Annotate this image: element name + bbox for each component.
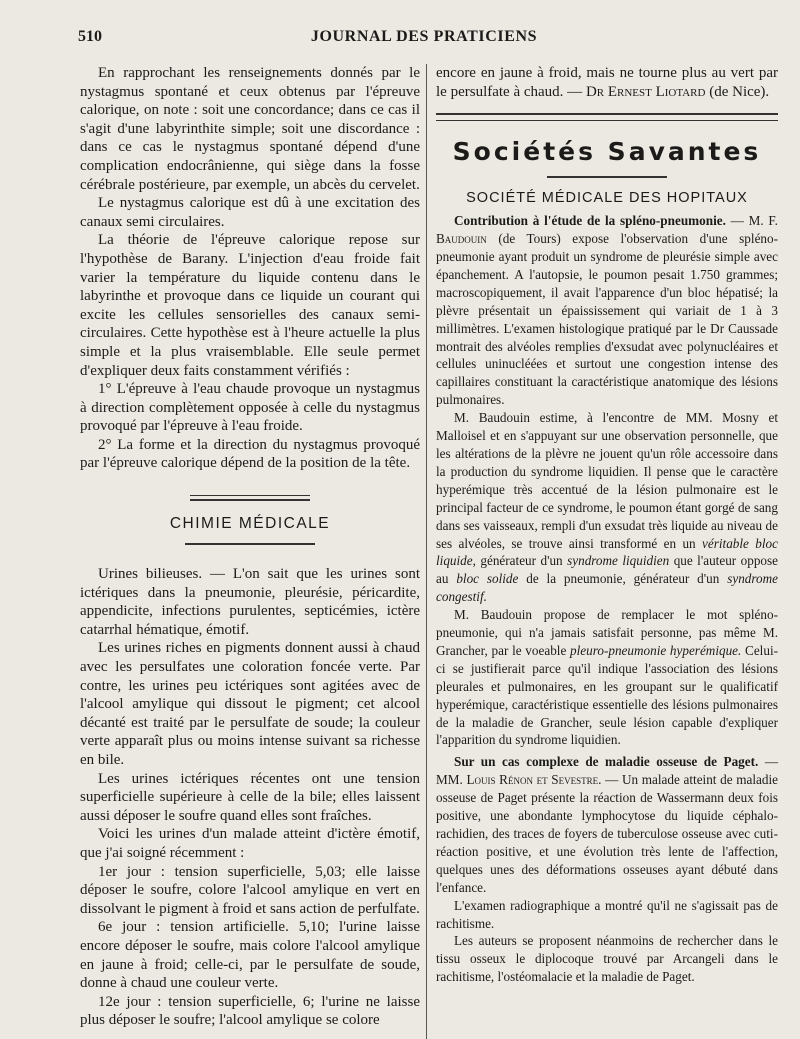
article-2-paragraph-2: L'examen radiographique a montré qu'il ne s'agissait pas de rachitisme. xyxy=(436,897,778,931)
paragraph-nystagmus-1: En rapprochant les renseignements donnés par le nystagmus spontané et ceux obtenus par l'épreuve calorique, on note : soit une concordance; dans ce cas il s'agit d'une labyrinthite simple; soit une discordance : dans ce cas le nystagmus spontané dépend d'une complication endocrânienne, qui siège dans la fosse cérébrale postérieure, par exemple, un abcès du cervelet. xyxy=(80,65,420,193)
section-title-chimie: CHIMIE MÉDICALE xyxy=(169,515,331,533)
author-signature: Dr Ernest Liotard xyxy=(585,83,706,100)
article-1-paragraph-1: Contribution à l'étude de la spléno-pneumonie. — M. F. Baudouin (de Tours) expose l'observation d'une spléno-pneumonie ayant produit un syndrome de pleurésie simple avec épanchement. A l'autopsie, le poumon pesait 1.750 grammes; macroscopiquement, il avait l'apparence d'un bloc hépatisé; la plèvre présentait un épaississement qui variait de 1 à 3 millimètres. L'examen histologique pratiqué par le Dr Caussade montrait des alvéoles remplies d'exsudat avec polynucléaires et cellules uninucléées et surtout une congestion intense des capillaires constituant la caractéristique anatomique des lésions pulmonaires. xyxy=(436,213,778,408)
continued-text xyxy=(436,64,778,101)
article-1-heading: Contribution à l'étude de la spléno-pneumonie. xyxy=(454,213,726,229)
ornamental-rule xyxy=(190,495,310,501)
paragraph-day-1: 1er jour : tension superficielle, 5,03; elle laisse déposer le soufre, colore l'alcool amylique en vert en dissolvant le pigment à froid et sans action de perfulfate. xyxy=(80,863,420,917)
column-divider xyxy=(426,64,427,1039)
page-number: 510 xyxy=(78,28,102,45)
spacer xyxy=(80,473,420,495)
page-header xyxy=(78,28,770,52)
article-2-authors: Louis Rénon et Sevestre. xyxy=(466,772,602,788)
article-2-paragraph-3: Les auteurs se proposent néanmoins de rechercher dans le tissu osseux le diplocoque trouvé par Arcangeli dans le rachitisme, l'ostéomalacie et la maladie de Paget. xyxy=(436,933,778,985)
article-1-author: Baudouin xyxy=(436,231,487,247)
paragraph-urines-1: Urines bilieuses. — L'on sait que les urines sont ictériques dans la pneumonie, pleurésie, péricardite, appendicite, infections purulentes, septicémies, ictère catarrhal hématique, émotif. xyxy=(80,566,420,638)
spacer xyxy=(80,545,420,565)
article-2-heading: Sur un cas complexe de maladie osseuse de Paget. xyxy=(454,754,759,770)
right-column xyxy=(436,64,778,986)
society-subtitle: SOCIÉTÉ MÉDICALE DES HOPITAUX xyxy=(466,190,748,207)
paragraph-nystagmus-2: Le nystagmus calorique est dû à une excitation des canaux semi circulaires. xyxy=(80,195,420,230)
left-column xyxy=(80,64,420,1030)
title-underline xyxy=(547,176,667,178)
urines-heading: Urines bilieuses. xyxy=(98,566,203,583)
paragraph-urines-4: Voici les urines d'un malade atteint d'ictère émotif, que j'ai soigné récemment : xyxy=(80,826,420,861)
paragraph-day-12: 12e jour : tension superficielle, 6; l'urine ne laisse plus déposer le soufre; l'alcool amylique se colore xyxy=(80,993,420,1029)
article-1-paragraph-2: M. Baudouin estime, à l'encontre de MM. Mosny et Malloisel et en s'appuyant sur une observation personnelle, que les altérations de la plèvre ne jouent qu'un rôle accessoire dans la production du syndrome liquidien. Il pense que le caractère hyperémique très accentué de la lésion pulmonaire est le principal facteur de ce syndrome, le poumon étant gorgé de sang dans ses vaisseaux, rempli d'un exsudat très liquide au niveau de ses alvéoles, se trouve ainsi transformé en un véritable bloc liquide, générateur d'un syndrome liquidien que l'auteur oppose au bloc solide de la pneumonie, générateur d'un syndrome congestif. xyxy=(436,410,778,605)
paragraph-nystagmus-3: La théorie de l'épreuve calorique repose sur l'hypothèse de Barany. L'injection d'eau froide fait varier la température du liquide contenu dans le labyrinthe et provoque dans ce liquide un courant qui excite les cellules sensorielles des canaux semi-circulaires. Cette hypothèse est à l'heure actuelle la plus simple et la plus vraisemblable. Elle seule permet d'expliquer deux faits constamment vérifiés : xyxy=(80,232,420,379)
paragraph-continued: encore en jaune à froid, mais ne tourne plus au vert par le persulfate à chaud. — Dr Ernest Liotard (de Nice). xyxy=(436,65,778,100)
journal-title: JOURNAL DES PRATICIENS xyxy=(310,28,538,45)
section-title-societes: Sociétés Savantes xyxy=(452,137,762,167)
double-rule xyxy=(436,113,778,121)
paragraph-nystagmus-5: 2° La forme et la direction du nystagmus provoqué par l'épreuve calorique dépend de la position de la tête. xyxy=(80,436,420,472)
article-1-paragraph-3: M. Baudouin propose de remplacer le mot spléno-pneumonie, qui n'a jamais satisfait personne, pas même M. Grancher, par le voeable pleuro-pneumonie hyperémique. Celui-ci se justifierait parce qu'il indique l'association des lésions pleurales et pulmonaires, en les groupant sur le qualificatif hyperémique, caractéristique essentielle des lésions pulmonaires de la maladie de Grancher, seule lésion capable d'expliquer l'apparition du syndrome liquidien. xyxy=(436,607,778,748)
article-2-paragraph-1: Sur un cas complexe de maladie osseuse de Paget. — MM. Louis Rénon et Sevestre. — Un malade atteint de maladie osseuse de Paget présente la réaction de Wassermann deux fois positive, une abondante lymphocytose du liquide céphalo-rachidien, des traces de foyers de tuberculose osseuse avec cuti-réaction positive, et une évolution très lente de l'affection, quelques unes des déformations osseuses ayant débuté dans l'enfance. xyxy=(436,754,779,895)
paragraph-nystagmus-4: 1° L'épreuve à l'eau chaude provoque un nystagmus à direction complètement opposée à celle du nystagmus provoqué par l'épreuve à l'eau froide. xyxy=(80,381,420,435)
paragraph-day-6: 6e jour : tension artificielle. 5,10; l'urine laisse encore déposer le soufre, mais colore l'alcool amylique en jaune à froid; celle-ci, par le persulfate de soude, donne à chaud une couleur verte. xyxy=(80,919,420,992)
paragraph-urines-2: Les urines riches en pigments donnent aussi à chaud avec les persulfates une coloration foncée verte. Par contre, les urines peu ictériques sont agitées avec de l'alcool amylique qui dissout le pigment; cet alcool décanté est traité par le persulfate de soude; la couleur verte apparaît plus ou moins intense suivant sa richesse en bile. xyxy=(80,640,420,768)
paragraph-urines-3: Les urines ictériques récentes ont une tension superficielle supérieure à celle de la bile; elles laissent aussi déposer le soufre quand elles sont fraîches. xyxy=(80,770,420,824)
